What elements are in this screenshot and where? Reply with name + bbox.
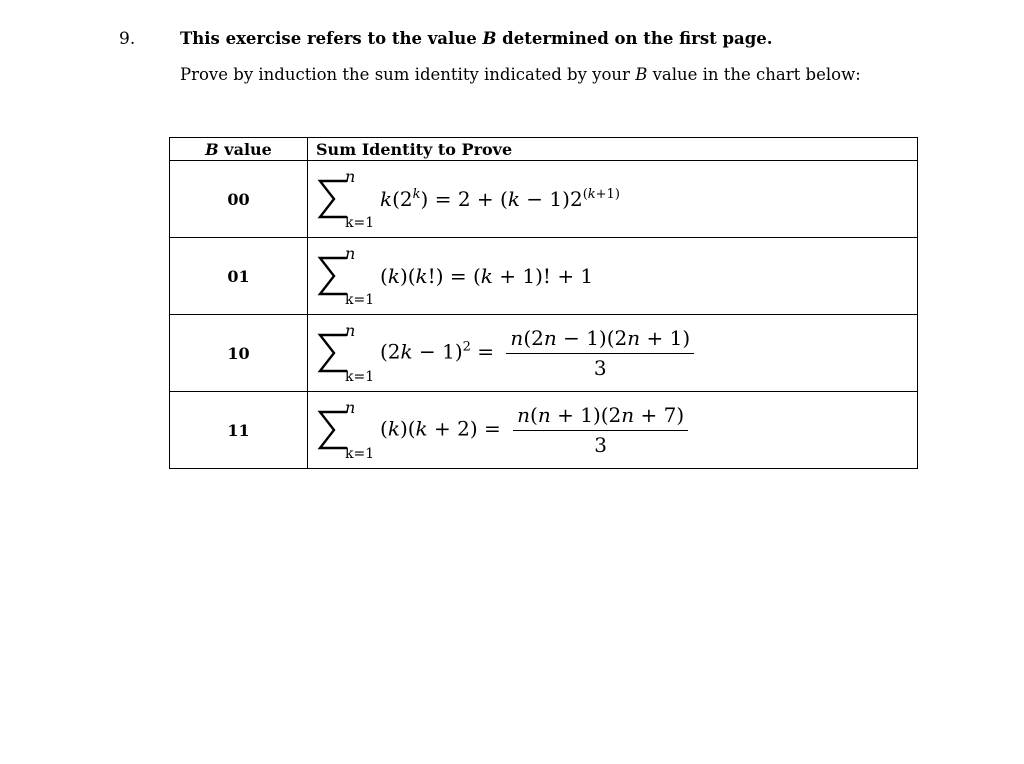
identity-cell <box>308 161 918 238</box>
fraction: $\frac{n(n + 1)(2n + 7)}{3}$ <box>513 403 688 457</box>
identity-expression: (k)(k + 2) = $\frac{n(n + 1)(2n + 7)}{3}$ <box>380 403 688 457</box>
sigma-upper-limit: n <box>345 398 356 417</box>
identity-table <box>169 137 918 469</box>
subtitle-text-1: Prove by induction the sum identity indicated by your <box>180 65 636 84</box>
identity-expression: $(2k - 1)^2$ = $\frac{n(2n - 1)(2n + 1)}{3}$ <box>380 326 694 380</box>
identity-cell <box>308 392 918 469</box>
sigma-lower-limit: k=1 <box>345 215 375 231</box>
sigma-upper-limit: n <box>345 244 356 263</box>
table-row <box>170 161 918 238</box>
subtitle-var: B <box>635 65 648 84</box>
header-b-value <box>170 138 308 161</box>
table-row <box>170 315 918 392</box>
header-b-rest: value <box>218 139 272 159</box>
sigma-lower-limit: k=1 <box>345 446 375 462</box>
identity-expression: $k(2^k) = 2 + (k - 1)2^{(k+1)}$ <box>380 187 620 211</box>
fraction: $\frac{n(2n - 1)(2n + 1)}{3}$ <box>506 326 694 380</box>
table-row <box>170 392 918 469</box>
subtitle-text-2: value in the chart below: <box>647 65 861 84</box>
title-text-1: This exercise refers to the value <box>180 29 483 48</box>
title-text-2: determined on the first page. <box>496 29 773 48</box>
exercise-number: 9. <box>119 29 136 49</box>
header-b-var: B <box>205 139 219 159</box>
header-sum-identity: Sum Identity to Prove <box>308 138 918 161</box>
identity-expression: (k)(k!) = (k + 1)! + 1 <box>380 264 594 288</box>
sigma-upper-limit: n <box>345 167 356 186</box>
identity-cell <box>308 315 918 392</box>
sigma-lower-limit: k=1 <box>345 292 375 308</box>
sigma-lower-limit: k=1 <box>345 369 375 385</box>
b-value-cell: 01 <box>170 238 308 315</box>
table-header-row <box>170 138 918 161</box>
table-row <box>170 238 918 315</box>
identity-cell <box>308 238 918 315</box>
b-value-cell: 10 <box>170 315 308 392</box>
exercise-title <box>180 29 773 48</box>
title-var: B <box>482 29 497 48</box>
exercise-instructions <box>180 65 861 84</box>
b-value-cell: 00 <box>170 161 308 238</box>
b-value-cell: 11 <box>170 392 308 469</box>
sigma-upper-limit: n <box>345 321 356 340</box>
